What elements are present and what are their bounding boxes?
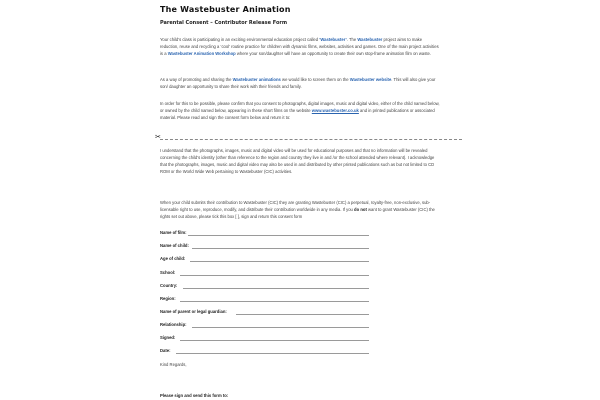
scissors-icon: ✂ bbox=[155, 134, 161, 141]
promotion-paragraph: As a way of promoting and sharing the Wastebuster animations we would like to screen them on the Wastebuster website. This will also give your son/ daughter an opportunity to share their work with their friends and family. bbox=[160, 77, 436, 89]
field-label-relationship: Relationship: bbox=[160, 322, 187, 327]
field-line-country[interactable] bbox=[183, 288, 369, 289]
field-line-signed[interactable] bbox=[180, 340, 369, 341]
field-line-region[interactable] bbox=[180, 301, 369, 302]
wastebuster-brand-text: Wastebuster bbox=[357, 37, 383, 42]
field-line-school[interactable] bbox=[180, 275, 369, 276]
field-line-date[interactable] bbox=[176, 353, 369, 354]
consent-paragraph: In order for this to be possible, please confirm that you consent to photographs, digital images, music and digital video, either of the child named below, or owned by the child named below, appearing in these short films on the website www.wastebuster.co.uk and in printed publications or associated material. Please read and sign the consent form below and return it to: bbox=[160, 101, 440, 120]
website-brand-text: Wastebuster website bbox=[349, 77, 392, 82]
wastebuster-brand-text: ‘Wastebuster’ bbox=[319, 37, 347, 42]
field-label-child-name: Name of child: bbox=[160, 243, 189, 248]
field-line-child-age[interactable] bbox=[190, 261, 369, 262]
field-label-child-age: Age of child: bbox=[160, 256, 186, 261]
field-label-country: Country: bbox=[160, 283, 178, 288]
usage-paragraph: I understand that the photographs, images, music and digital video will be used for educational purposes and that no information will be revealed concerning the child’s identity (other than reference to the region and country they live in and /or the school attended where relevant). I acknowledge that the photographs, images, music and digital video may also be used in and distributed by other printed publications such as but not limited to CD ROM or the World Wide Web pertaining to Wastebuster (CIC) activities. bbox=[160, 148, 435, 174]
document-subtitle: Parental Consent – Contributor Release Form bbox=[160, 20, 288, 26]
rights-paragraph: When your child submits their contribution to Wastebuster (CIC) they are granting Wastebuster (CIC) a perpetual, royalty-free, non-exclusive, sub-licensable right to use, reproduce, modify, and distribute their contribution worldwide in any media. If you do not want to grant Wastebuster (CIC) the rights set out above, please tick this box [ ], sign and return this consent form bbox=[160, 200, 435, 219]
footer-instruction: Please sign and send this form to: bbox=[160, 393, 229, 398]
field-label-signed: Signed: bbox=[160, 335, 176, 340]
cut-line-divider bbox=[160, 139, 462, 140]
do-not-bold-text: do not bbox=[354, 206, 367, 212]
website-link[interactable]: www.wastebuster.co.uk bbox=[311, 107, 359, 113]
field-label-guardian: Name of parent or legal guardian: bbox=[160, 309, 227, 314]
workshop-brand-text: Wastebuster Animation Workshop bbox=[167, 50, 236, 56]
animations-brand-text: Wastebuster animations bbox=[232, 77, 281, 82]
field-label-school: School: bbox=[160, 270, 176, 275]
field-line-child-name[interactable] bbox=[192, 248, 369, 249]
intro-paragraph: Your child’s class is participating in an exciting environmental education project called ‘Wastebuster’. The Wastebuster project aims to make reduction, reuse and recycling a ‘cool’ routine practice for children with dynamic films, websites, activities and games. One of the main project activities is a Wastebuster Animation Workshop where your son/daughter will have an opportunity to create their own stop-frame animation film on waste. bbox=[160, 37, 439, 56]
field-line-relationship[interactable] bbox=[192, 327, 369, 328]
field-label-region: Region: bbox=[160, 296, 176, 301]
field-line-guardian[interactable] bbox=[236, 314, 369, 315]
field-label-film: Name of film: bbox=[160, 230, 187, 235]
closing-text: Kind Regards, bbox=[160, 362, 187, 367]
field-label-date: Date: bbox=[160, 348, 171, 353]
document-title: The Wastebuster Animation bbox=[160, 5, 291, 14]
field-line-film[interactable] bbox=[188, 235, 369, 236]
